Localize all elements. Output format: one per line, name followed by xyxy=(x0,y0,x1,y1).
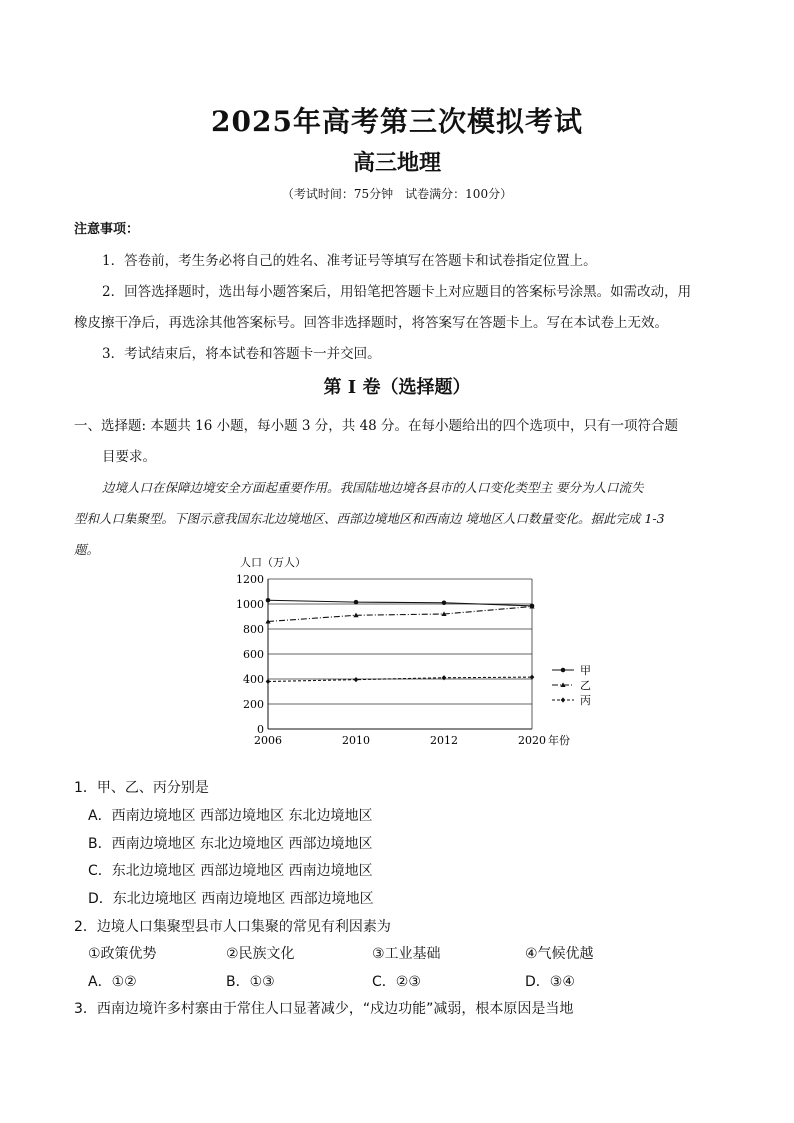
intro-line-2: 型和人口集聚型。下图示意我国东北边境地区、西部边境地区和西南边 境地区人口数量变化。据此完成 1-3 xyxy=(74,511,665,526)
question-2-factor-3: ③工业基础 xyxy=(372,946,441,962)
section-instruction-line-2: 目要求。 xyxy=(102,449,156,465)
question-2-option-b: B．①③ xyxy=(226,974,275,990)
y-tick-label: 1000 xyxy=(236,598,264,611)
question-2-option-d: D．③④ xyxy=(525,974,575,990)
y-tick-label: 400 xyxy=(243,673,264,686)
chart-tick-labels xyxy=(236,573,546,747)
intro-line-1: 边境人口在保障边境安全方面起重要作用。我国陆地边境各县市的人口变化类型主 要分为人口流失 xyxy=(102,480,644,495)
legend-label: 乙 xyxy=(580,679,591,692)
question-1-stem: 1．甲、乙、丙分别是 xyxy=(74,780,209,796)
series-line xyxy=(268,607,532,622)
y-tick-label: 600 xyxy=(243,648,264,661)
question-1-option-b: B．西南边境地区 东北边境地区 西部边境地区 xyxy=(88,836,373,852)
y-axis-label: 人口（万人） xyxy=(240,556,306,569)
series-line xyxy=(268,600,532,606)
data-point xyxy=(354,600,359,605)
data-point xyxy=(442,675,447,680)
question-2-option-a: A．①② xyxy=(88,974,137,990)
question-2-option-c: C．②③ xyxy=(372,974,421,990)
exam-info: （考试时间：75分钟 试卷满分：100分） xyxy=(281,187,513,201)
question-2-stem: 2．边境人口集聚型县市人口集聚的常见有利因素为 xyxy=(74,919,391,935)
section-title: 第 I 卷（选择题） xyxy=(323,377,471,398)
question-1-option-a: A．西南边境地区 西部边境地区 东北边境地区 xyxy=(88,808,373,824)
data-point xyxy=(266,598,271,603)
data-point xyxy=(354,677,359,682)
question-3-stem: 3．西南边境许多村寨由于常住人口显著减少，“戍边功能”减弱，根本原因是当地 xyxy=(74,1001,574,1017)
notice-item-3: 3．考试结束后，将本试卷和答题卡一并交回。 xyxy=(102,346,381,362)
population-line-chart xyxy=(230,552,610,752)
notice-item-1: 1．答卷前，考生务必将自己的姓名、准考证号等填写在答题卡和试卷指定位置上。 xyxy=(102,253,597,269)
chart-grid xyxy=(268,579,532,704)
data-point xyxy=(266,679,271,684)
question-2-factor-4: ④气候优越 xyxy=(525,946,594,962)
question-2-factor-2: ②民族文化 xyxy=(226,946,295,962)
subject-title: 高三地理 xyxy=(352,150,441,176)
x-tick-label: 2012 xyxy=(430,734,458,747)
question-1-option-c: C．东北边境地区 西部边境地区 西南边境地区 xyxy=(88,863,373,879)
intro-line-3: 题。 xyxy=(74,542,100,557)
page-title: 2025年高考第三次模拟考试 xyxy=(211,105,583,138)
y-tick-label: 200 xyxy=(243,698,264,711)
y-tick-label: 800 xyxy=(243,623,264,636)
notice-heading: 注意事项： xyxy=(74,222,140,237)
notice-item-2-line-1: 2．回答选择题时，选出每小题答案后，用铅笔把答题卡上对应题目的答案标号涂黑。如需改动，用 xyxy=(102,284,692,300)
notice-item-2-line-2: 橡皮擦干净后，再选涂其他答案标号。回答非选择题时，将答案写在答题卡上。写在本试卷上无效。 xyxy=(74,315,668,331)
question-2-factor-1: ①政策优势 xyxy=(88,946,157,962)
data-point xyxy=(561,668,566,673)
legend-label: 甲 xyxy=(580,664,591,677)
chart-series xyxy=(265,598,534,684)
x-tick-label: 2006 xyxy=(254,734,282,747)
chart-legend xyxy=(552,664,591,707)
y-tick-label: 1200 xyxy=(236,573,264,586)
question-1-option-d: D．东北边境地区 西南边境地区 西部边境地区 xyxy=(88,891,374,907)
x-axis-label: 年份 xyxy=(548,734,570,747)
y-tick-label: 0 xyxy=(257,723,264,736)
data-point xyxy=(442,600,447,605)
section-instruction-line-1: 一、选择题: 本题共 16 小题，每小题 3 分，共 48 分。在每小题给出的四个选项中，只有一项符合题 xyxy=(74,418,679,434)
legend-label: 丙 xyxy=(580,694,591,707)
x-tick-label: 2010 xyxy=(342,734,370,747)
x-tick-label: 2020 xyxy=(518,734,546,747)
data-point xyxy=(561,697,566,702)
